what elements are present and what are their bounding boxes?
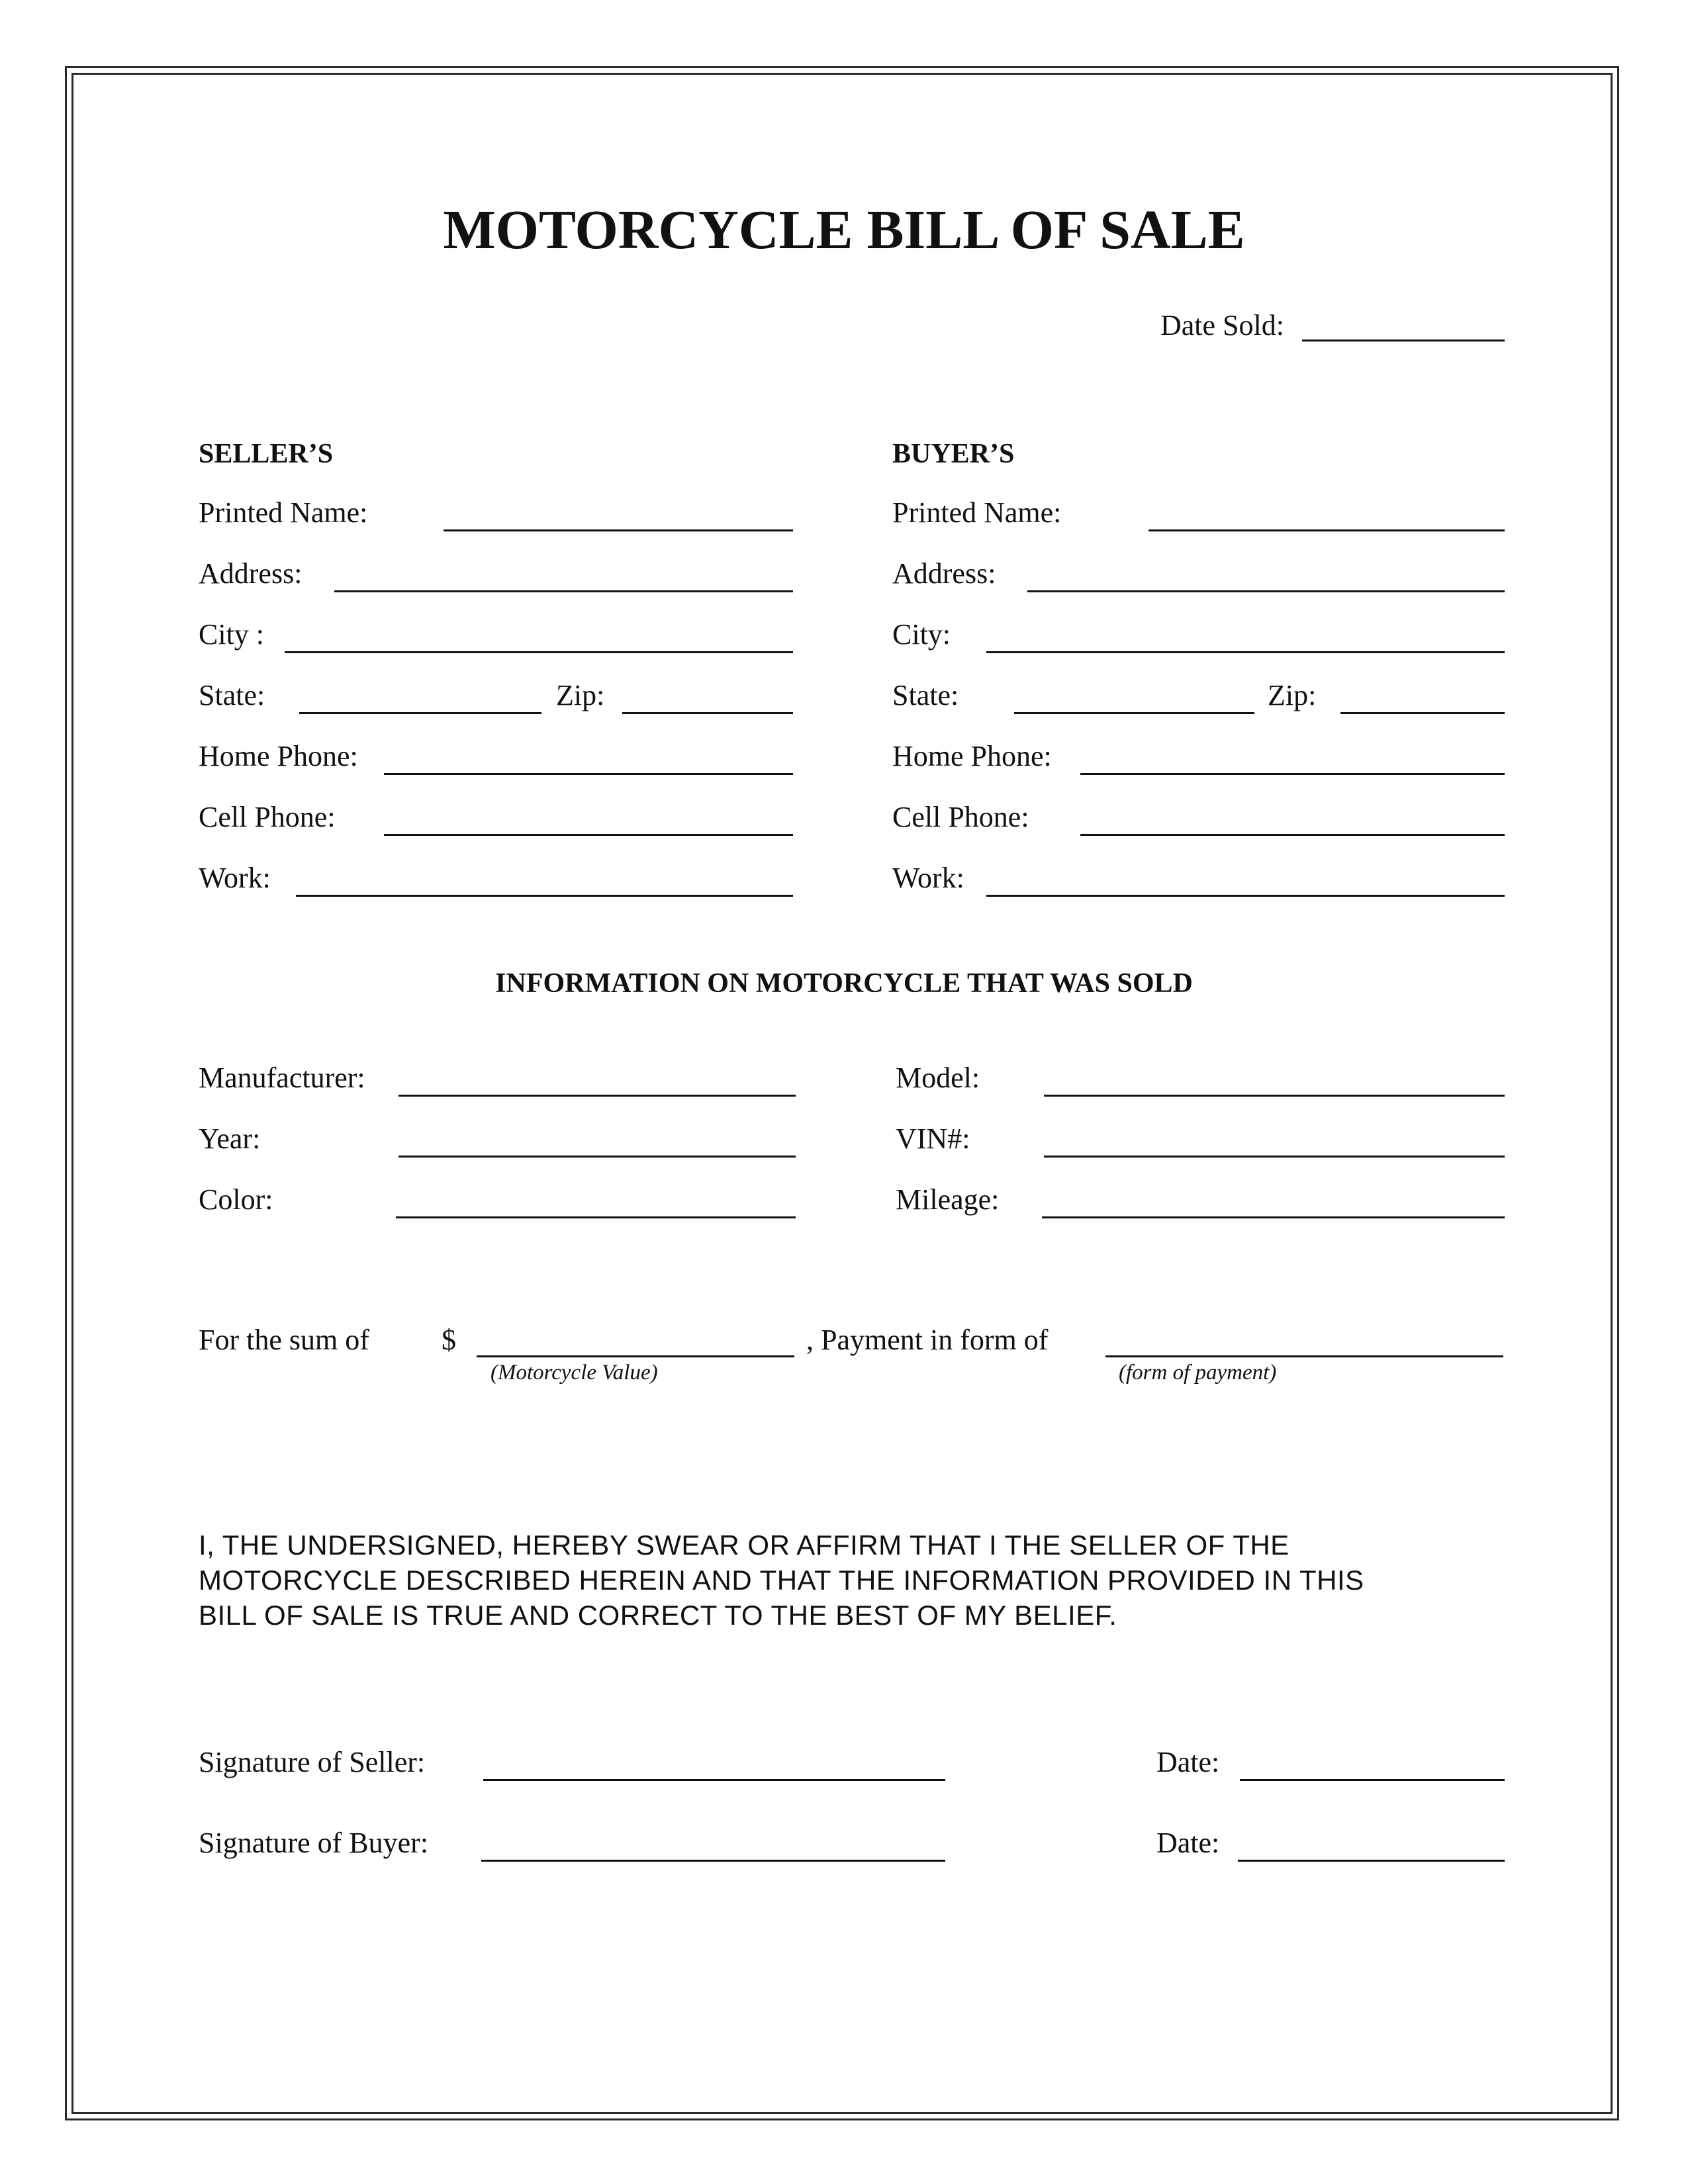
buyer-signature-field[interactable]	[481, 1860, 945, 1862]
sum-label: For the sum of	[199, 1324, 369, 1356]
color-field[interactable]	[396, 1216, 796, 1218]
date-sold-field[interactable]	[1302, 340, 1505, 341]
buyer-printed-name-field[interactable]	[1149, 529, 1505, 531]
seller-home-phone-label: Home Phone:	[199, 740, 358, 772]
model-label: Model:	[896, 1062, 980, 1094]
color-label: Color:	[199, 1183, 273, 1216]
seller-zip-label: Zip:	[556, 679, 605, 711]
seller-city-label: City :	[199, 618, 265, 651]
buyer-zip-label: Zip:	[1268, 679, 1317, 711]
buyer-cell-phone-field[interactable]	[1080, 834, 1505, 836]
mileage-label: Mileage:	[896, 1183, 1000, 1216]
model-field[interactable]	[1044, 1095, 1505, 1097]
buyer-address-label: Address:	[892, 557, 996, 590]
seller-date-label: Date:	[1156, 1746, 1220, 1778]
buyer-zip-field[interactable]	[1340, 712, 1505, 714]
buyer-home-phone-field[interactable]	[1080, 773, 1505, 775]
seller-state-field[interactable]	[299, 712, 541, 714]
seller-signature-field[interactable]	[483, 1779, 945, 1781]
seller-home-phone-field[interactable]	[384, 773, 793, 775]
buyer-work-label: Work:	[892, 862, 964, 894]
seller-heading: SELLER’S	[199, 439, 334, 469]
motorcycle-info-heading: INFORMATION ON MOTORCYCLE THAT WAS SOLD	[495, 968, 1193, 999]
seller-cell-phone-label: Cell Phone:	[199, 801, 336, 833]
buyer-cell-phone-label: Cell Phone:	[892, 801, 1029, 833]
buyer-state-field[interactable]	[1014, 712, 1254, 714]
manufacturer-label: Manufacturer:	[199, 1062, 365, 1094]
year-label: Year:	[199, 1122, 261, 1155]
affirmation-line-2: MOTORCYCLE DESCRIBED HEREIN AND THAT THE INFORMATION PROVIDED IN THIS	[199, 1565, 1364, 1596]
buyer-work-field[interactable]	[986, 895, 1505, 897]
seller-date-field[interactable]	[1240, 1779, 1505, 1781]
seller-address-field[interactable]	[334, 590, 793, 592]
seller-signature-label: Signature of Seller:	[199, 1746, 426, 1778]
vin-field[interactable]	[1044, 1156, 1505, 1158]
buyer-printed-name-label: Printed Name:	[892, 496, 1062, 529]
seller-address-label: Address:	[199, 557, 303, 590]
document-title: MOTORCYCLE BILL OF SALE	[443, 199, 1245, 261]
buyer-address-field[interactable]	[1027, 590, 1505, 592]
buyer-date-label: Date:	[1156, 1827, 1220, 1859]
seller-cell-phone-field[interactable]	[384, 834, 793, 836]
buyer-heading: BUYER’S	[892, 439, 1015, 469]
affirmation-line-1: I, THE UNDERSIGNED, HEREBY SWEAR OR AFFIRM THAT I THE SELLER OF THE	[199, 1529, 1289, 1561]
date-sold-label: Date Sold:	[1160, 309, 1284, 341]
seller-work-field[interactable]	[296, 895, 793, 897]
year-field[interactable]	[399, 1156, 796, 1158]
seller-city-field[interactable]	[285, 651, 793, 653]
buyer-signature-label: Signature of Buyer:	[199, 1827, 429, 1859]
buyer-home-phone-label: Home Phone:	[892, 740, 1052, 772]
payment-form-label: , Payment in form of	[806, 1324, 1049, 1356]
manufacturer-field[interactable]	[399, 1095, 796, 1097]
currency-symbol: $	[442, 1324, 456, 1356]
seller-printed-name-field[interactable]	[444, 529, 793, 531]
affirmation-statement	[199, 1527, 1496, 1633]
buyer-date-field[interactable]	[1238, 1860, 1505, 1862]
motorcycle-value-caption: (Motorcycle Value)	[491, 1361, 658, 1385]
mileage-field[interactable]	[1042, 1216, 1505, 1218]
seller-printed-name-label: Printed Name:	[199, 496, 368, 529]
seller-state-label: State:	[199, 679, 265, 711]
payment-form-caption: (form of payment)	[1119, 1361, 1277, 1385]
seller-work-label: Work:	[199, 862, 271, 894]
vin-label: VIN#:	[896, 1122, 970, 1155]
affirmation-line-3: BILL OF SALE IS TRUE AND CORRECT TO THE BEST OF MY BELIEF.	[199, 1600, 1117, 1631]
payment-form-field[interactable]	[1105, 1355, 1503, 1357]
seller-zip-field[interactable]	[622, 712, 793, 714]
buyer-city-field[interactable]	[986, 651, 1505, 653]
buyer-state-label: State:	[892, 679, 959, 711]
motorcycle-value-field[interactable]	[477, 1355, 794, 1357]
buyer-city-label: City:	[892, 618, 951, 651]
